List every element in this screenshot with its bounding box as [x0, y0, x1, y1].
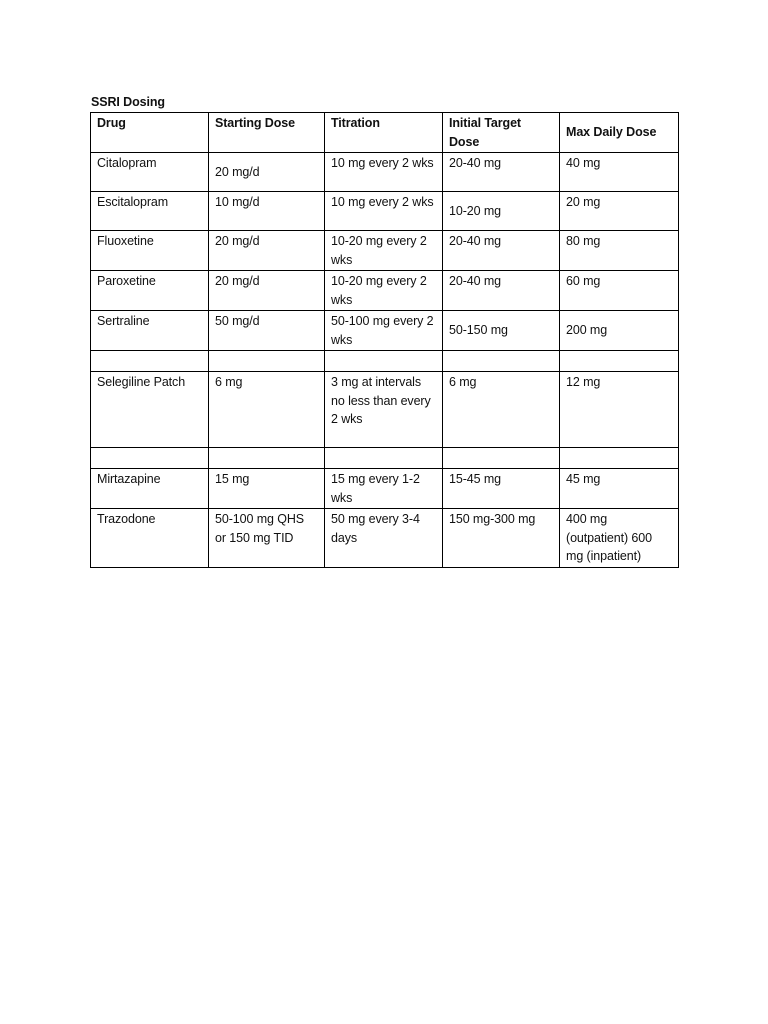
cell-max-daily-dose: 60 mg: [560, 271, 679, 311]
cell-starting-dose: 6 mg: [209, 372, 325, 448]
cell-empty: [560, 448, 679, 469]
header-initial-target-dose: Initial Target Dose: [443, 113, 560, 153]
cell-initial-target-dose: 15-45 mg: [443, 469, 560, 509]
cell-starting-dose: 20 mg/d: [209, 153, 325, 192]
cell-starting-dose: 20 mg/d: [209, 231, 325, 271]
cell-max-daily-dose: 40 mg: [560, 153, 679, 192]
cell-max-daily-dose: 400 mg (outpatient) 600 mg (inpatient): [560, 509, 679, 568]
cell-empty: [91, 448, 209, 469]
cell-empty: [443, 448, 560, 469]
cell-initial-target-dose: 10-20 mg: [443, 192, 560, 231]
cell-titration: 10 mg every 2 wks: [325, 192, 443, 231]
cell-drug: Paroxetine: [91, 271, 209, 311]
cell-titration: 10 mg every 2 wks: [325, 153, 443, 192]
cell-titration: 50-100 mg every 2 wks: [325, 311, 443, 351]
cell-empty: [209, 448, 325, 469]
table-row: [91, 231, 679, 271]
header-max-daily-dose: Max Daily Dose: [560, 113, 679, 153]
cell-initial-target-dose: 20-40 mg: [443, 231, 560, 271]
empty-row: [91, 448, 679, 469]
cell-drug: Selegiline Patch: [91, 372, 209, 448]
cell-starting-dose: 10 mg/d: [209, 192, 325, 231]
page-title: SSRI Dosing: [91, 95, 165, 109]
cell-initial-target-dose: 6 mg: [443, 372, 560, 448]
empty-row: [91, 351, 679, 372]
table-row: [91, 192, 679, 231]
cell-empty: [325, 448, 443, 469]
cell-starting-dose: 15 mg: [209, 469, 325, 509]
cell-max-daily-dose: 200 mg: [560, 311, 679, 351]
cell-max-daily-dose: 45 mg: [560, 469, 679, 509]
table-row: [91, 372, 679, 448]
cell-drug: Escitalopram: [91, 192, 209, 231]
cell-titration: 15 mg every 1-2 wks: [325, 469, 443, 509]
table-header-row: [91, 113, 679, 153]
cell-initial-target-dose: 50-150 mg: [443, 311, 560, 351]
cell-empty: [91, 351, 209, 372]
cell-initial-target-dose: 20-40 mg: [443, 271, 560, 311]
cell-initial-target-dose: 150 mg-300 mg: [443, 509, 560, 568]
cell-titration: 50 mg every 3-4 days: [325, 509, 443, 568]
cell-starting-dose: 50 mg/d: [209, 311, 325, 351]
cell-drug: Sertraline: [91, 311, 209, 351]
cell-empty: [325, 351, 443, 372]
header-drug: Drug: [91, 113, 209, 153]
cell-starting-dose: 20 mg/d: [209, 271, 325, 311]
cell-empty: [560, 351, 679, 372]
table-row: [91, 271, 679, 311]
cell-initial-target-dose: 20-40 mg: [443, 153, 560, 192]
cell-empty: [443, 351, 560, 372]
header-starting-dose: Starting Dose: [209, 113, 325, 153]
cell-titration: 10-20 mg every 2 wks: [325, 231, 443, 271]
header-titration: Titration: [325, 113, 443, 153]
cell-titration: 10-20 mg every 2 wks: [325, 271, 443, 311]
cell-drug: Trazodone: [91, 509, 209, 568]
cell-max-daily-dose: 20 mg: [560, 192, 679, 231]
cell-starting-dose: 50-100 mg QHS or 150 mg TID: [209, 509, 325, 568]
cell-max-daily-dose: 80 mg: [560, 231, 679, 271]
table-row: [91, 153, 679, 192]
cell-titration: 3 mg at intervals no less than every 2 wks: [325, 372, 443, 448]
table-row: [91, 469, 679, 509]
cell-drug: Fluoxetine: [91, 231, 209, 271]
cell-empty: [209, 351, 325, 372]
dosing-table: [90, 112, 679, 568]
table-row: [91, 509, 679, 568]
table-row: [91, 311, 679, 351]
cell-drug: Citalopram: [91, 153, 209, 192]
cell-drug: Mirtazapine: [91, 469, 209, 509]
cell-max-daily-dose: 12 mg: [560, 372, 679, 448]
